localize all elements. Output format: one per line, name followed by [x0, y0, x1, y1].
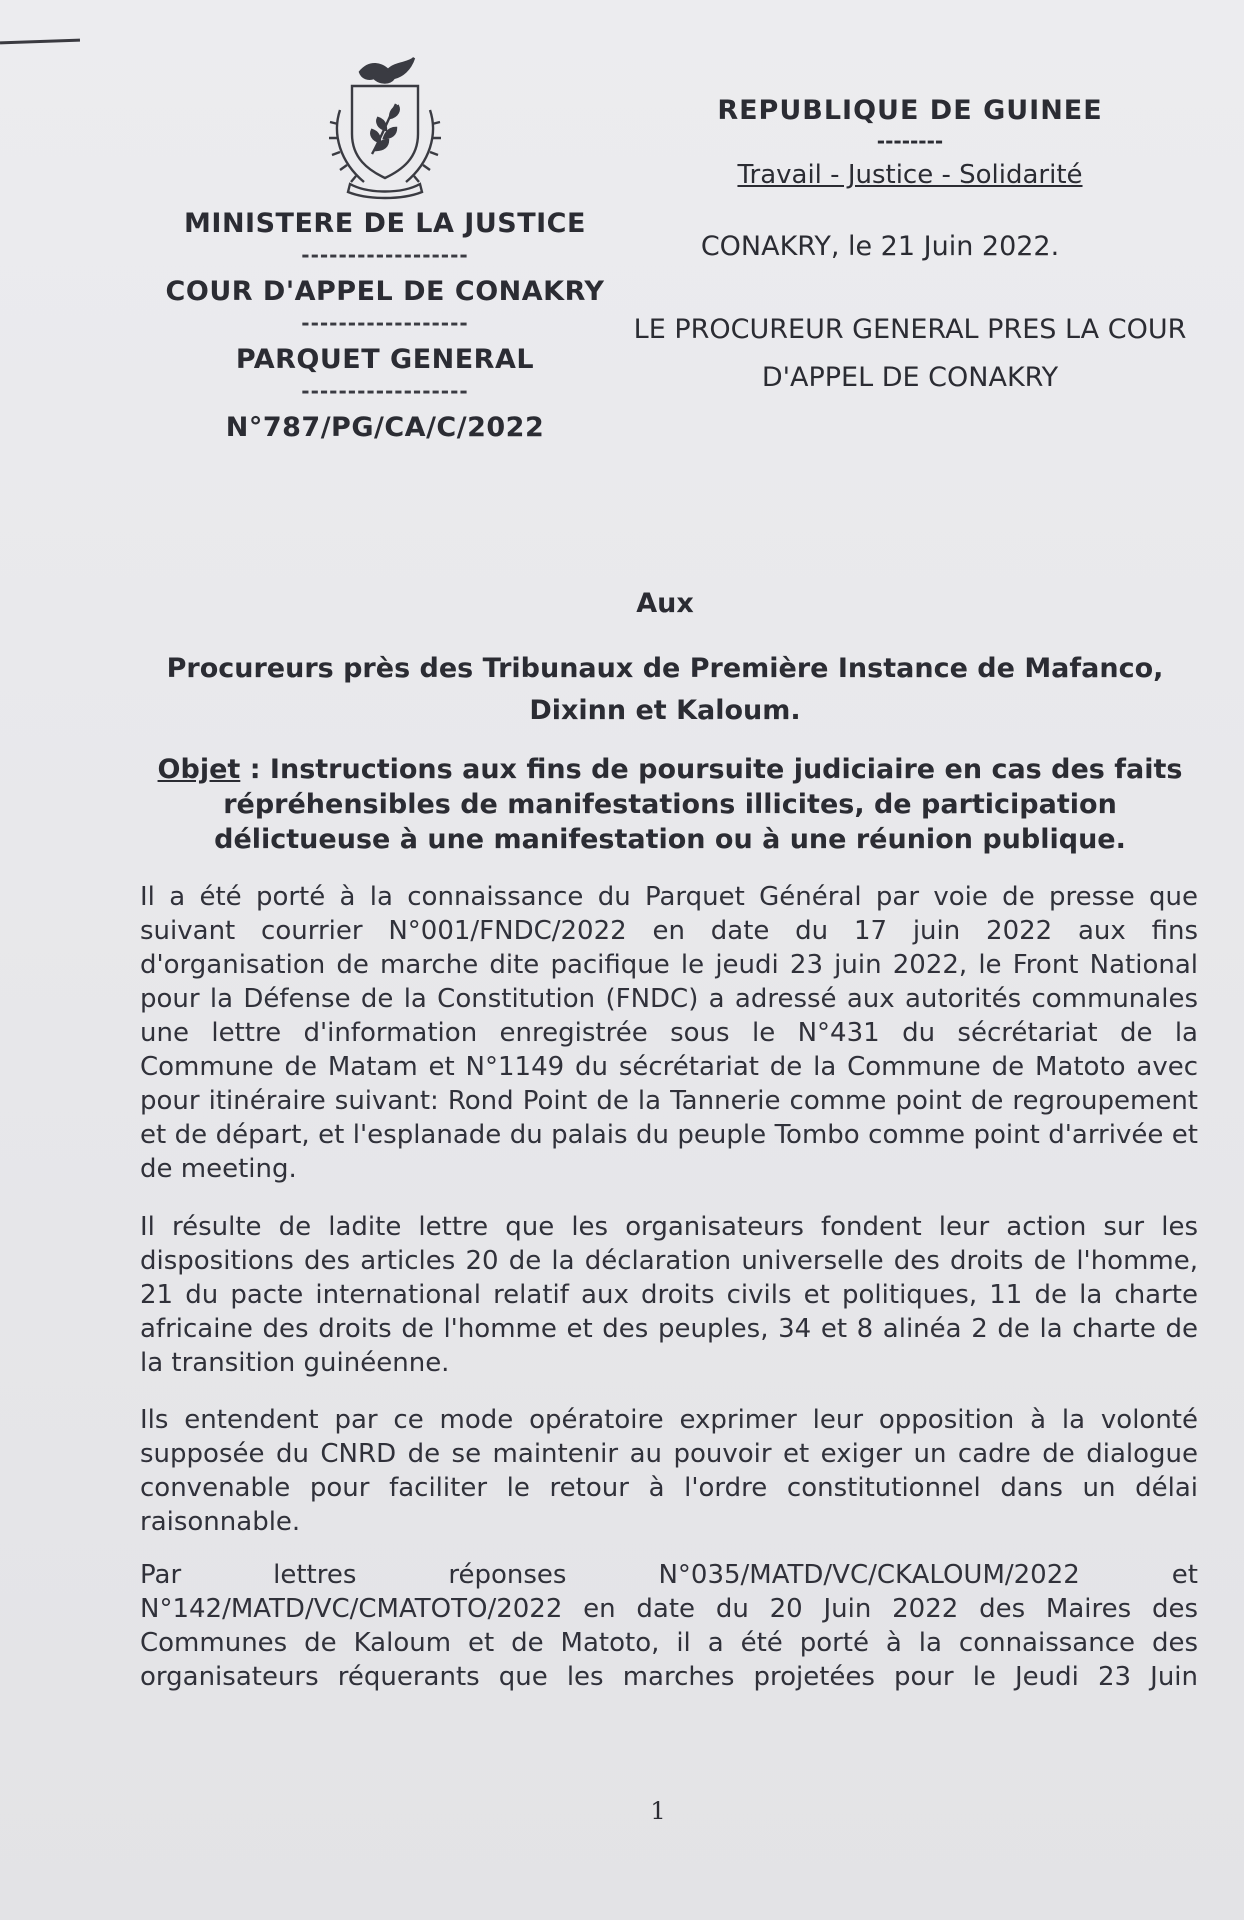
header-separator: ------------------ — [301, 243, 469, 267]
body-paragraph: Par lettres réponses N°035/MATD/VC/CKALOUM/2022 et N°142/MATD/VC/CMATOTO/2022 en date du 20 Juin 2022 des Maires des Communes de Kaloum et de Matoto, il a été porté à la connaissance des organisateurs réquerants que les marches projetées pour le Jeudi 23 Juin — [140, 1560, 1198, 1692]
addressee-prefix: Aux — [636, 588, 694, 619]
sender-line: LE PROCUREUR GENERAL PRES LA COUR — [633, 314, 1187, 345]
state-block — [633, 92, 1240, 402]
sender-line: D'APPEL DE CONAKRY — [761, 362, 1059, 393]
office-name: PARQUET GENERAL — [235, 344, 535, 375]
republic-name: REPUBLIQUE DE GUINEE — [717, 95, 1103, 126]
reference-number: N°787/PG/CA/C/2022 — [225, 412, 545, 443]
subject-text: Instructions aux fins de poursuite judiciaire en cas des faits répréhensibles de manifestations illicites, de participation délictueuse à une manifestation ou à une réunion publique. — [214, 754, 1183, 855]
sender-title — [580, 306, 1240, 402]
national-motto: Travail - Justice - Solidarité — [737, 160, 1083, 190]
body-paragraph: Il résulte de ladite lettre que les organisateurs fondent leur action sur les dispositions des articles 20 de la déclaration universelle des droits de l'homme, 21 du pacte international relatif aux droits civils et politiques, 11 de la charte africaine des droits de l'homme et des peuples, 34 et 8 alinéa 2 de la charte de la transition guinéenne. — [140, 1212, 1198, 1378]
court-name: COUR D'APPEL DE CONAKRY — [165, 276, 605, 307]
page-number: 1 — [650, 1797, 666, 1825]
body-paragraph: Il a été porté à la connaissance du Parquet Général par voie de presse que suivant courrier N°001/FNDC/2022 en date du 17 juin 2022 aux fins d'organisation de marche dite pacifique le jeudi 23 juin 2022, le Front National pour la Défense de la Constitution (FNDC) a adressé aux autorités communales une lettre d'information enregistrée sous le N°431 du sécrétariat de la Commune de Matam et N°1149 du sécrétariat de la Commune de Matoto avec pour itinéraire suivant: Rond Point de la Tannerie comme point de regroupement et de départ, et l'esplanade du palais du peuple Tombo comme point d'arrivée et de meeting. — [140, 882, 1198, 1184]
header-separator: ------------------ — [301, 379, 469, 403]
body-paragraph: Ils entendent par ce mode opératoire exprimer leur opposition à la volonté supposée du CNRD de se maintenir au pouvoir et exiger un cadre de dialogue convenable pour faciliter le retour à l'ordre constitutionnel dans un délai raisonnable. — [140, 1405, 1198, 1537]
ministry-name: MINISTERE DE LA JUSTICE — [184, 208, 586, 239]
guinea-coat-of-arms-icon — [310, 50, 460, 200]
subject-block — [150, 752, 1190, 857]
addressee-recipients: Procureurs près des Tribunaux de Première Instance de Mafanco, Dixinn et Kaloum. — [166, 653, 1164, 726]
subject-separator: : — [240, 754, 270, 785]
header-separator: ------------------ — [301, 311, 469, 335]
place-date: CONAKRY, le 21 Juin 2022. — [700, 231, 1060, 262]
subject-label: Objet — [157, 754, 241, 785]
republic-separator: -------- — [876, 129, 944, 153]
pen-mark — [0, 39, 80, 45]
